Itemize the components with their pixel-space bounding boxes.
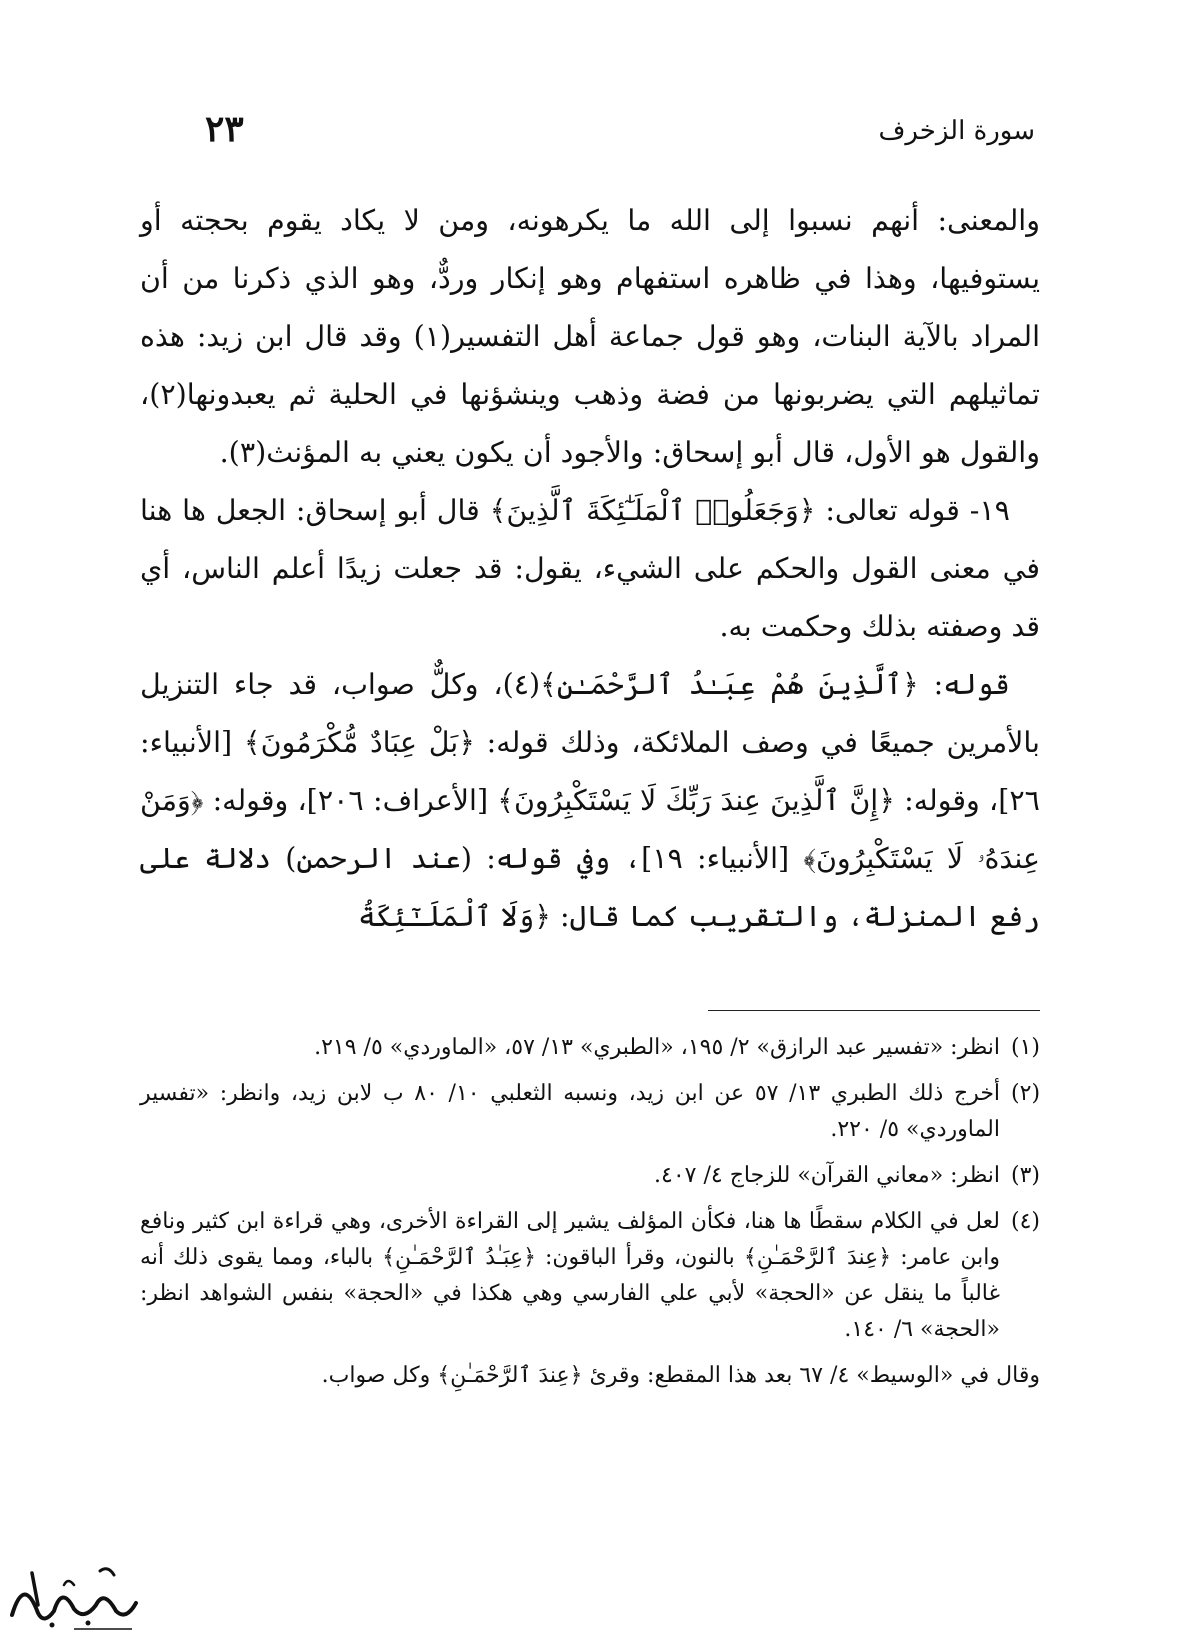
footnote-divider [708,1010,1040,1011]
footnote-continuation: وقال في «الوسيط» ٤/ ٦٧ بعد هذا المقطع: وقرئ ﴿عِندَ ٱلرَّحْمَـٰنِ﴾ وكل صواب. [321,1363,1040,1388]
paragraph-2: ١٩- قوله تعالى: ﴿وَجَعَلُوا۟ ٱلْمَلَـٰٓئِكَةَ ٱلَّذِينَ﴾ قال أبو إسحاق: الجعل ها هنا في معنى القول والحكم على الشيء، يقول: قد جعلت زيدًا أعلم الناس، أي قد وصفته بذلك وحكمت به. [140,494,1040,643]
footnote-number: (٢) [1011,1081,1041,1106]
main-text [140,192,1040,946]
footnote-text: أخرج ذلك الطبري ١٣/ ٥٧ عن ابن زيد، ونسبه الثعلبي ١٠/ ٨٠ ب لابن زيد، وانظر: «تفسير الماوردي» ٥/ ٢٢٠. [140,1081,1001,1142]
footnote-number: (٣) [1010,1163,1040,1188]
footnote-number: (١) [1010,1035,1040,1060]
calligraphy-logo-icon [4,1555,144,1635]
footnote-text: انظر: «معاني القرآن» للزجاج ٤/ ٤٠٧. [654,1163,1000,1188]
paragraph-1: والمعنى: أنهم نسبوا إلى الله ما يكرهونه، ومن لا يكاد يقوم بحجته أو يستوفيها، وهذا في ظاهره استفهام وهو إنكار وردٌّ، وهو الذي ذكرنا من أن المراد بالآية البنات، وهو قول جماعة أهل التفسير(١) وقد قال ابن زيد: هذه تماثيلهم التي يضربونها من فضة وذهب وينشؤنها في الحلية ثم يعبدونها(٢)، والقول هو الأول، قال أبو إسحاق: والأجود أن يكون يعني به المؤنث(٣). [140,204,1041,469]
footnote-4 [140,1204,1040,1348]
footnote-3 [140,1158,1040,1194]
footnote-2 [140,1076,1040,1148]
footnotes [140,1030,1040,1394]
footnote-text: لعل في الكلام سقطًا ها هنا، فكأن المؤلف يشير إلى القراءة الأخرى، وهي قراءة ابن كثير ونافع وابن عامر: ﴿عِندَ ٱلرَّحْمَـٰنِ﴾ بالنون، وقرأ الباقون: ﴿عِبَـٰدُ ٱلرَّحْمَـٰنِ﴾ بالباء، ومما يقوى ذلك أنه غالباً ما ينقل عن «الحجة» لأبي علي الفارسي وهي هكذا في «الحجة» بنفس الشواهد انظر: «الحجة» ٦/ ١٤٠. [140,1209,1000,1342]
page-header [205,108,1035,158]
surah-title: سورة الزخرف [878,116,1035,146]
footnote-text: انظر: «تفسير عبد الرازق» ٢/ ١٩٥، «الطبري» ١٣/ ٥٧، «الماوردي» ٥/ ٢١٩. [314,1035,1000,1060]
page-number: ٢٣ [205,108,244,150]
footnote-1 [140,1030,1040,1066]
footnote-number: (٤) [1010,1209,1040,1234]
paragraph-3: قوله: ﴿ٱلَّذِينَ هُمْ عِبَـٰدُ ٱلرَّحْمَـٰنِ﴾(٤)، وكلٌّ صواب، قد جاء التنزيل بالأمرين جميعًا في وصف الملائكة، وذلك قوله: ﴿بَلْ عِبَادٌ مُّكْرَمُونَ﴾ [الأنبياء: ٢٦]، وقوله: ﴿إِنَّ ٱلَّذِينَ عِندَ رَبِّكَ لَا يَسْتَكْبِرُونَ﴾ [الأعراف: ٢٠٦]، وقوله: ﴿وَمَنْ عِندَهُۥ لَا يَسْتَكْبِرُونَ﴾ [الأنبياء: ١٩]، وفي قوله: (عند الرحمن) دلالة على رفع المنزلة، والتقريب كما قال: ﴿وَلَا ٱلْمَلَـٰٓئِكَةُ [140,668,1040,933]
